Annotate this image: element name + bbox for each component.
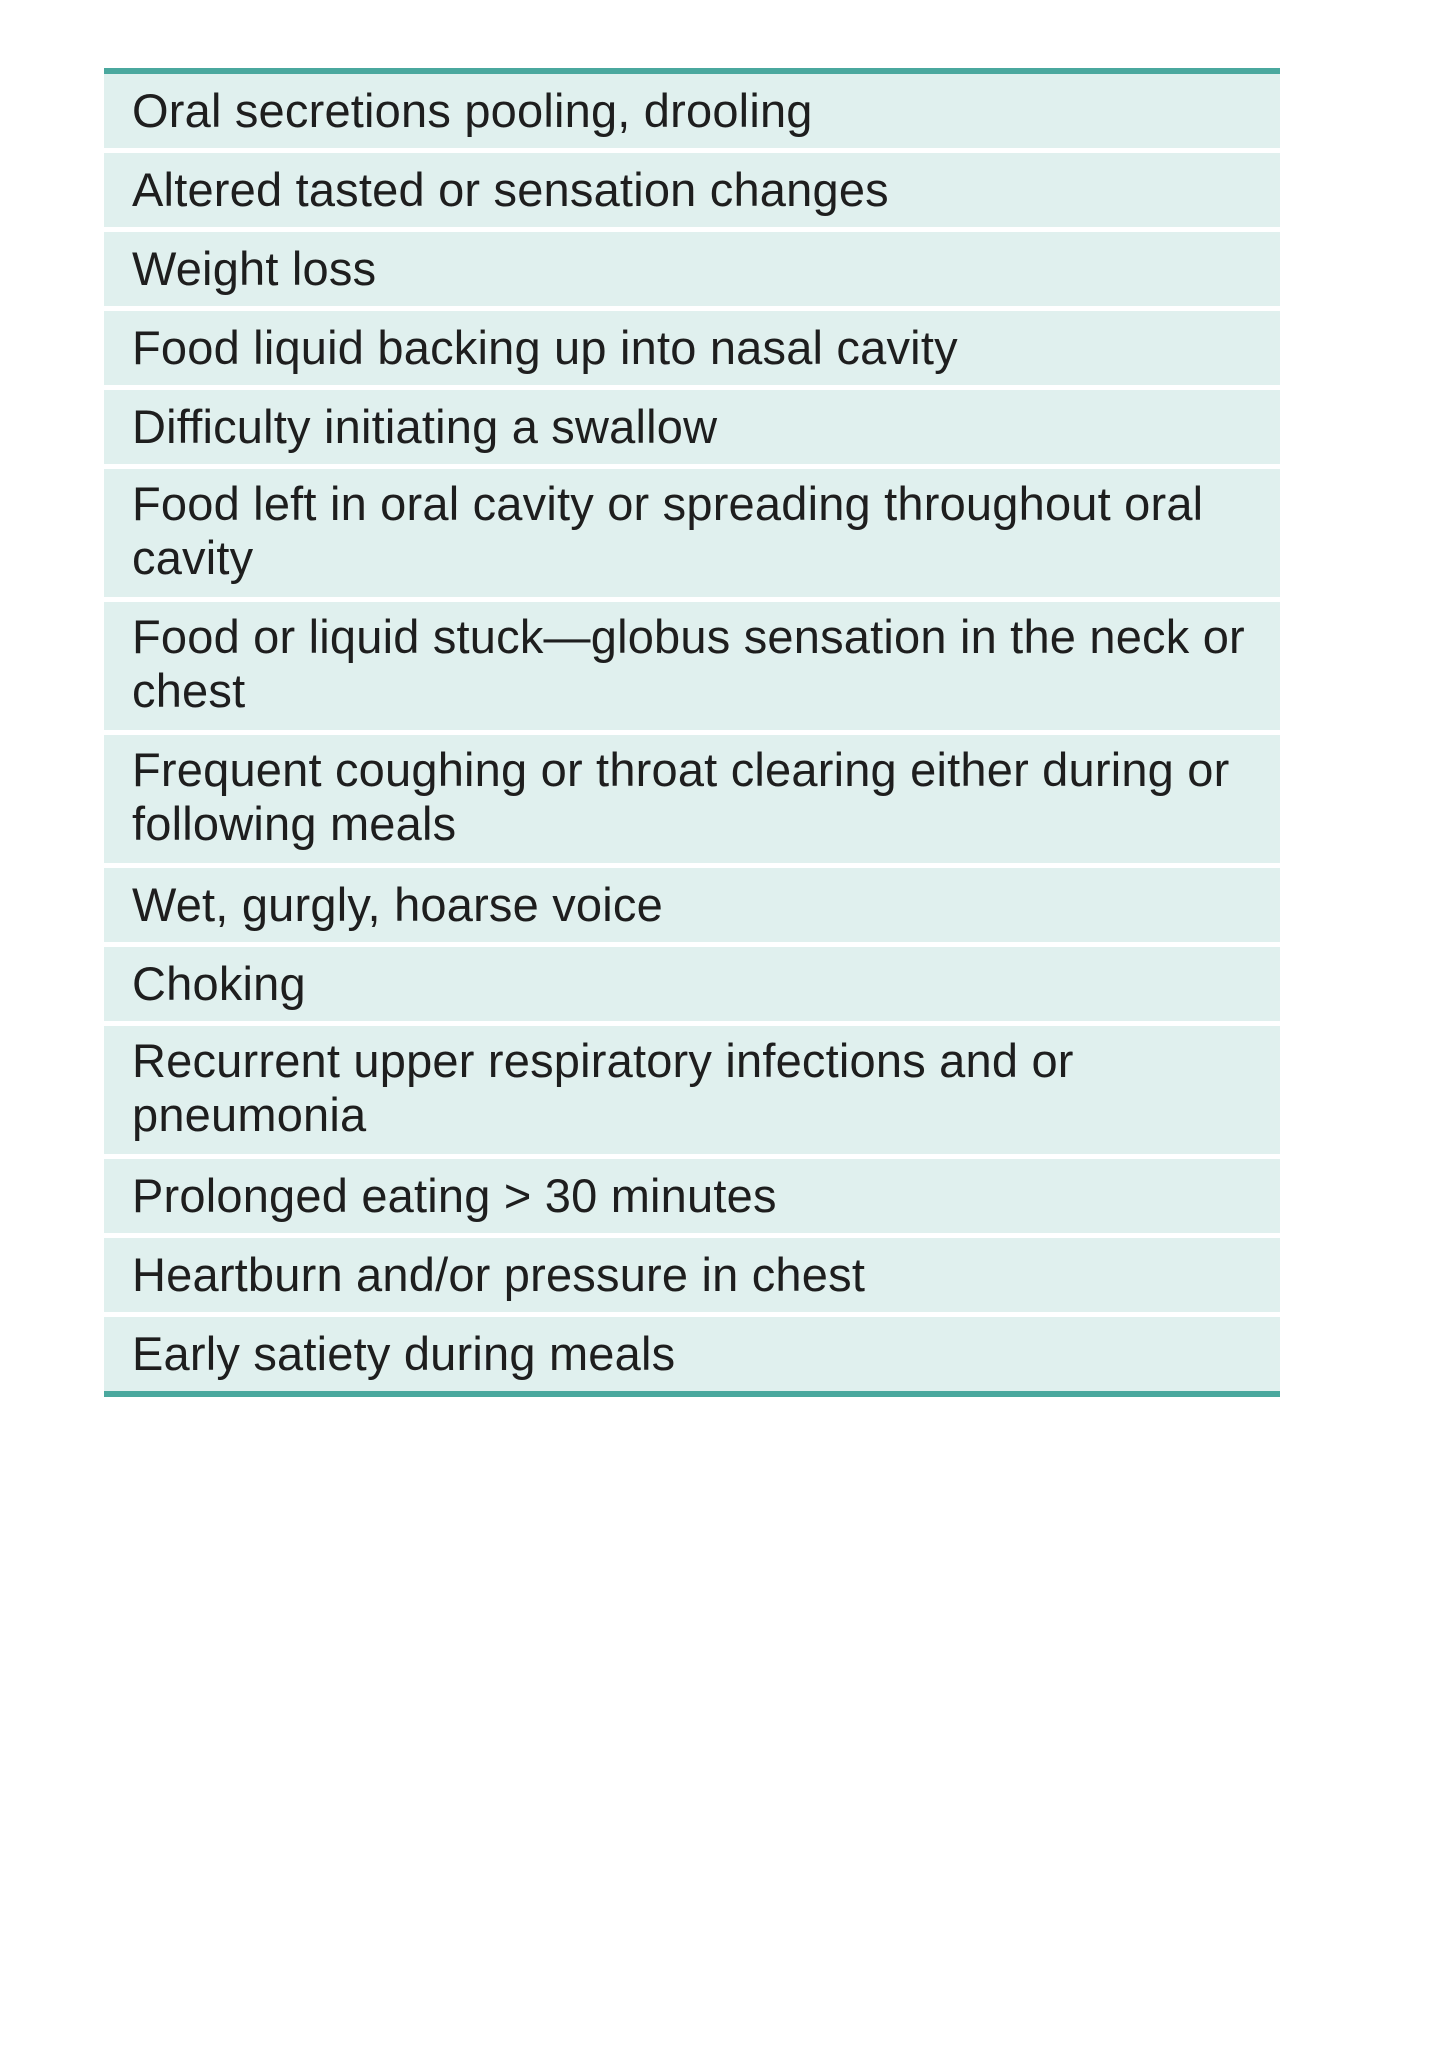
- table-row: Prolonged eating > 30 minutes: [104, 1159, 1280, 1238]
- table-row: Weight loss: [104, 232, 1280, 311]
- table-row: Difficulty initiating a swallow: [104, 390, 1280, 469]
- table-row: Food or liquid stuck—globus sensation in the neck or chest: [104, 602, 1280, 735]
- table-row: Food left in oral cavity or spreading throughout oral cavity: [104, 469, 1280, 602]
- table-row: Food liquid backing up into nasal cavity: [104, 311, 1280, 390]
- table-row: Recurrent upper respiratory infections and or pneumonia: [104, 1026, 1280, 1159]
- table-row: Oral secretions pooling, drooling: [104, 74, 1280, 153]
- table-row: Heartburn and/or pressure in chest: [104, 1238, 1280, 1317]
- table-row: Frequent coughing or throat clearing either during or following meals: [104, 735, 1280, 868]
- table-row: Choking: [104, 947, 1280, 1026]
- table-row: Wet, gurgly, hoarse voice: [104, 868, 1280, 947]
- table-row: Early satiety during meals: [104, 1317, 1280, 1391]
- symptom-table: [104, 68, 1280, 1397]
- table-row: Altered tasted or sensation changes: [104, 153, 1280, 232]
